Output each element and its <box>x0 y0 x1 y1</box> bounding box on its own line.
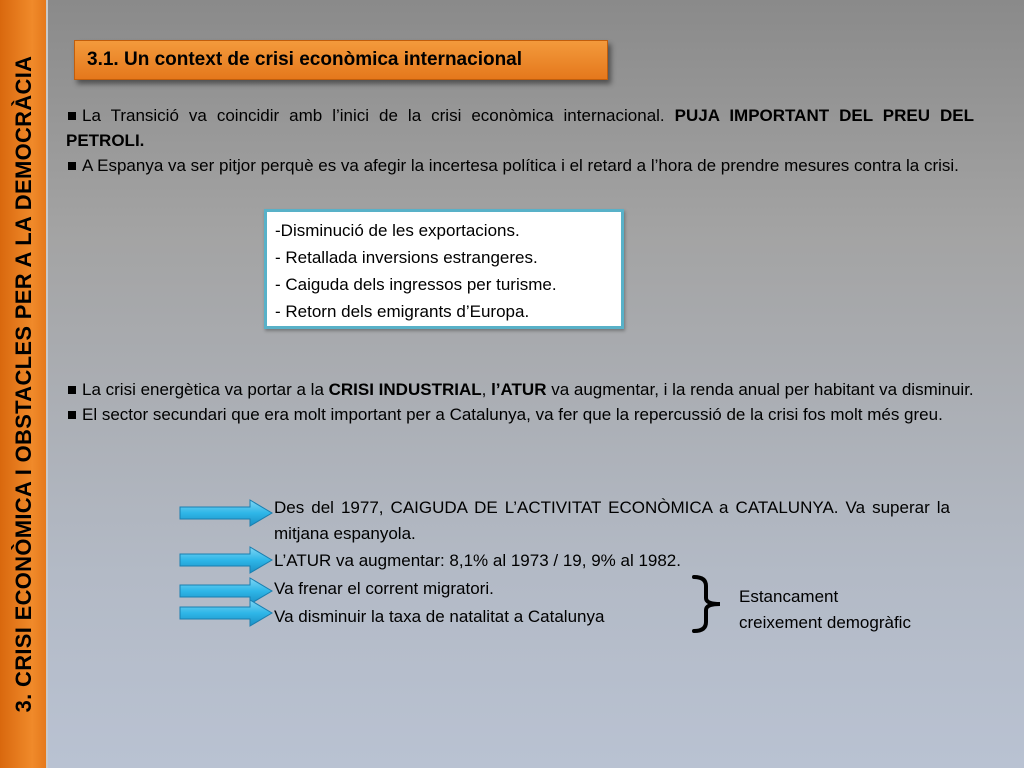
bullet-text: El sector secundari que era molt important per a Catalunya, va fer que la repercussió de la crisi fos molt més greu. <box>82 405 943 424</box>
bullet-item-3 <box>66 377 974 402</box>
right-brace-icon <box>690 574 726 634</box>
square-bullet-icon <box>68 112 76 120</box>
consequence-item: -Disminució de les exportacions. <box>275 221 520 240</box>
note-line-2: creixement demogràfic <box>739 613 911 632</box>
section-title-box <box>74 40 608 80</box>
consequence-item: - Caiguda dels ingressos per turisme. <box>275 275 557 294</box>
section-title: 3.1. Un context de crisi econòmica internacional <box>87 49 523 70</box>
consequence-item: - Retallada inversions estrangeres. <box>275 248 538 267</box>
bullet-text: va augmentar, i la renda anual per habitant va disminuir. <box>546 380 974 399</box>
sidebar-panel <box>0 0 48 768</box>
bullet-item-1 <box>66 103 974 153</box>
arrow-right-icon <box>178 598 274 628</box>
effect-item-1: Des del 1977, CAIGUDA DE L’ACTIVITAT ECONÒMICA a CATALUNYA. Va superar la mitjana espanyola. <box>274 498 950 543</box>
bullet-text: La crisi energètica va portar a la <box>82 380 329 399</box>
bullet-bold-text: l’ATUR <box>491 380 547 399</box>
consequence-item: - Retorn dels emigrants d’Europa. <box>275 302 530 321</box>
paragraph-block-1 <box>66 103 974 178</box>
note-line-1: Estancament <box>739 587 839 606</box>
paragraph-block-2 <box>66 377 974 427</box>
bullet-item-2 <box>66 153 974 178</box>
square-bullet-icon <box>68 411 76 419</box>
bullet-bold-text: CRISI INDUSTRIAL <box>328 380 482 399</box>
effect-item-4: Va disminuir la taxa de natalitat a Catalunya <box>274 607 605 626</box>
effect-item-3: Va frenar el corrent migratori. <box>274 579 494 598</box>
effect-item-2: L’ATUR va augmentar: 8,1% al 1973 / 19, 9% al 1982. <box>274 551 681 570</box>
square-bullet-icon <box>68 386 76 394</box>
arrow-right-icon <box>178 545 274 575</box>
bullet-item-4 <box>66 402 974 427</box>
bullet-text: La Transició va coincidir amb l’inici de la crisi econòmica internacional. <box>82 106 675 125</box>
bullet-bold-text: PUJA IMPORTANT DEL PREU DEL PETROLI. <box>66 106 974 150</box>
consequences-box <box>264 209 624 329</box>
bullet-text: A Espanya va ser pitjor perquè es va afegir la incertesa política i el retard a l’hora de prendre mesures contra la crisi. <box>82 156 959 175</box>
sidebar-title: 3. CRISI ECONÒMICA I OBSTACLES PER A LA DEMOCRÀCIA <box>11 55 36 713</box>
demographic-note <box>739 584 911 636</box>
arrow-right-icon <box>178 498 274 528</box>
bullet-text: , <box>481 380 492 399</box>
square-bullet-icon <box>68 162 76 170</box>
